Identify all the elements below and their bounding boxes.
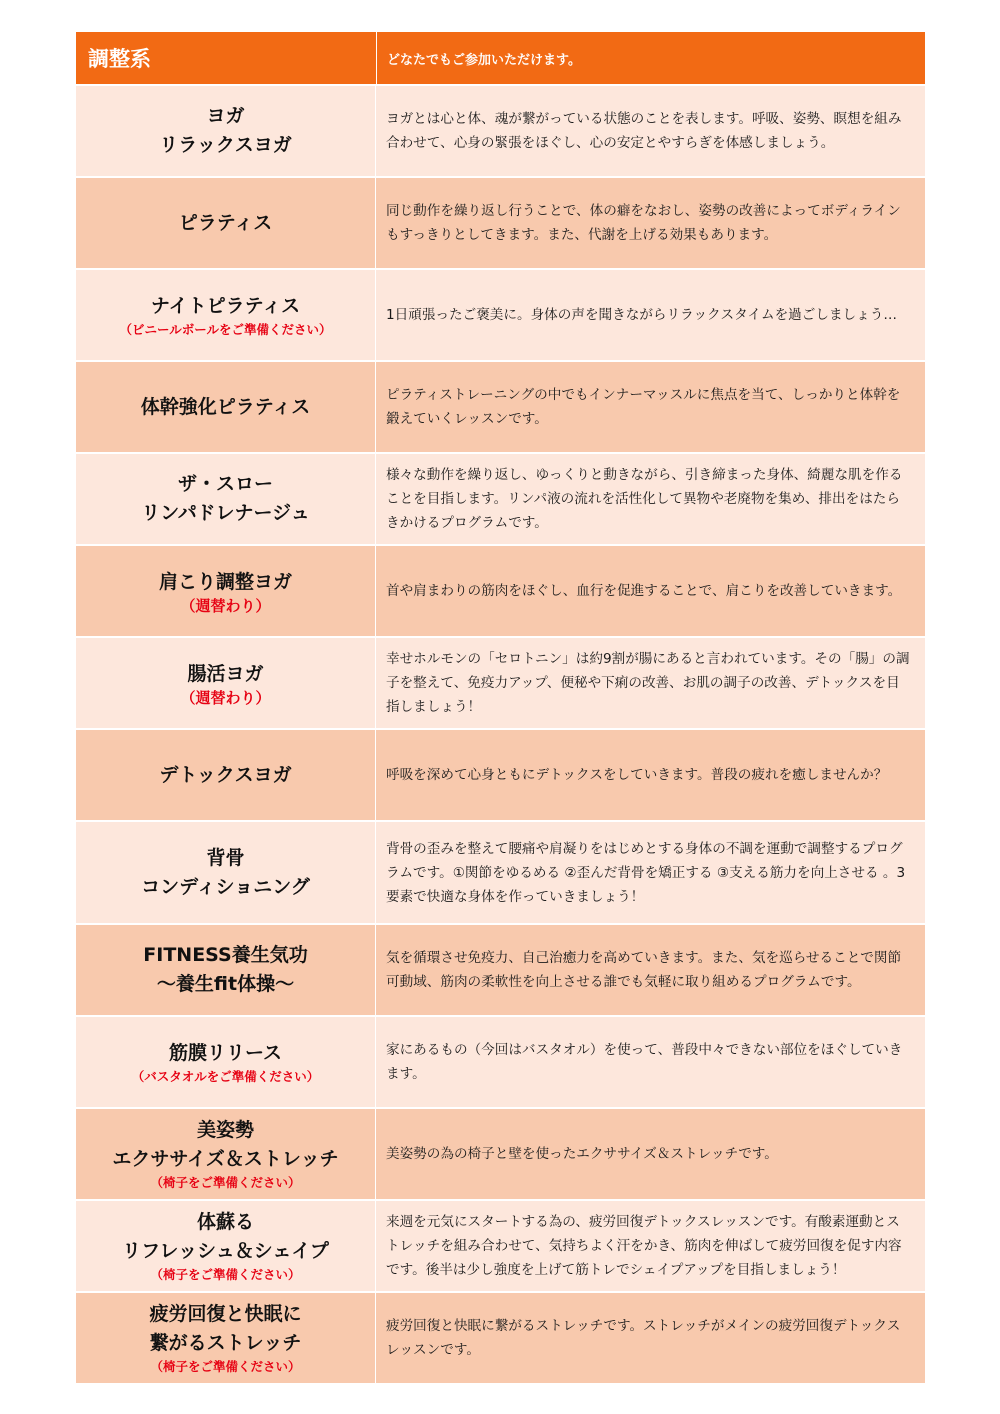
program-description: 家にあるもの（今回はバスタオル）を使って、普段中々できない部位をほぐしていきます。 [386, 1042, 903, 1082]
program-name: デトックスヨガ [159, 763, 292, 786]
program-name: 筋膜リリース [168, 1041, 283, 1064]
program-name: 背骨 コンディショニング [141, 846, 310, 898]
program-note: （週替わり） [180, 596, 271, 615]
program-name: FITNESS養生気功 ～養生fit体操～ [143, 944, 308, 995]
program-note: （バスタオルをご準備ください） [131, 1068, 320, 1084]
program-description: 呼吸を深めて心身ともにデトックスをしていきます。普段の疲れを癒しませんか？ [386, 767, 888, 783]
table-row [76, 178, 925, 270]
program-table [76, 32, 925, 1385]
table-row [76, 362, 925, 454]
program-name: ナイトピラティス [150, 294, 301, 317]
program-name: 体幹強化ピラティス [140, 395, 311, 418]
program-description: 背骨の歪みを整えて腰痛や肩凝りをはじめとする身体の不調を運動で調整するプログラムです。①関節をゆるめる ②歪んだ背骨を矯正する ③支える筋力を向上させる 。3要素で快適な身体を作っていきましょう！ [386, 840, 906, 905]
program-description: 1日頑張ったご褒美に。身体の声を聞きながらリラックスタイムを過ごしましょう… [386, 307, 897, 323]
program-name: ザ・スロー リンパドレナージュ [141, 473, 310, 524]
table-row [76, 925, 925, 1017]
program-name: 美姿勢 エクササイズ＆ストレッチ [112, 1119, 339, 1170]
program-note: （椅子をご準備ください） [150, 1359, 301, 1374]
table-row [76, 1293, 925, 1385]
program-description: 疲労回復と快眠に繋がるストレッチです。ストレッチがメインの疲労回復デトックスレッスンです。 [386, 1318, 901, 1358]
table-row [76, 270, 925, 362]
program-note: （椅子をご準備ください） [150, 1175, 301, 1190]
table-row [76, 730, 925, 822]
program-description: 気を循環させ免疫力、自己治癒力を高めていきます。また、気を巡らせることで関節可動域、筋肉の柔軟性を向上させる誰でも気軽に取り組めるプログラムです。 [386, 950, 902, 990]
program-name: 肩こり調整ヨガ [158, 570, 292, 593]
category-title: 調整系 [88, 47, 151, 71]
program-name: ピラティス [178, 211, 273, 234]
table-row [76, 1017, 925, 1109]
table-row [76, 86, 925, 178]
table-row [76, 1201, 925, 1293]
program-name: 体蘇る リフレッシュ＆シェイプ [122, 1211, 329, 1262]
table-row [76, 546, 925, 638]
program-note: （椅子をご準備ください） [150, 1267, 301, 1282]
table-row [76, 1109, 925, 1201]
table-row [76, 822, 925, 925]
program-description: 首や肩まわりの筋肉をほぐし、血行を促進することで、肩こりを改善していきます。 [386, 583, 902, 599]
table-row [76, 454, 925, 546]
program-name: 腸活ヨガ [187, 662, 264, 685]
category-subtitle: どなたでもご参加いただけます。 [376, 32, 925, 84]
program-description: ヨガとは心と体、魂が繋がっている状態のことを表します。呼吸、姿勢、瞑想を組み合わせて、心身の緊張をほぐし、心の安定とやすらぎを体感しましょう。 [386, 111, 902, 151]
program-description: 幸せホルモンの「セロトニン」は約9割が腸にあると言われています。その「腸」の調子を整えて、免疫力アップ、便秘や下痢の改善、お肌の調子の改善、デトックスを目指しましょう！ [386, 651, 910, 715]
program-description: 美姿勢の為の椅子と壁を使ったエクササイズ＆ストレッチです。 [386, 1146, 778, 1162]
program-name: ヨガ リラックスヨガ [159, 105, 292, 156]
program-description: ピラティストレーニングの中でもインナーマッスルに焦点を当て、しっかりと体幹を鍛えていくレッスンです。 [386, 387, 901, 427]
table-row [76, 638, 925, 730]
program-note: （週替わり） [180, 688, 271, 707]
program-name: 疲労回復と快眠に 繋がるストレッチ [149, 1303, 302, 1354]
program-description: 様々な動作を繰り返し、ゆっくりと動きながら、引き締まった身体、綺麗な肌を作ることを目指します。リンパ液の流れを活性化して異物や老廃物を集め、排出をはたらきかけるプログラムです。 [386, 467, 903, 531]
program-description: 同じ動作を繰り返し行うことで、体の癖をなおし、姿勢の改善によってボディラインもすっきりとしてきます。また、代謝を上げる効果もあります。 [386, 203, 901, 243]
table-header [76, 32, 925, 86]
program-note: （ビニールボールをご準備ください） [119, 321, 332, 337]
program-description: 来週を元気にスタートする為の、疲労回復デトックスレッスンです。有酸素運動とストレッチを組み合わせて、気持ちよく汗をかき、筋肉を伸ばして疲労回復を促す内容です。後半は少し強度を上げて筋トレでシェイプアップを目指しましょう！ [386, 1214, 902, 1278]
